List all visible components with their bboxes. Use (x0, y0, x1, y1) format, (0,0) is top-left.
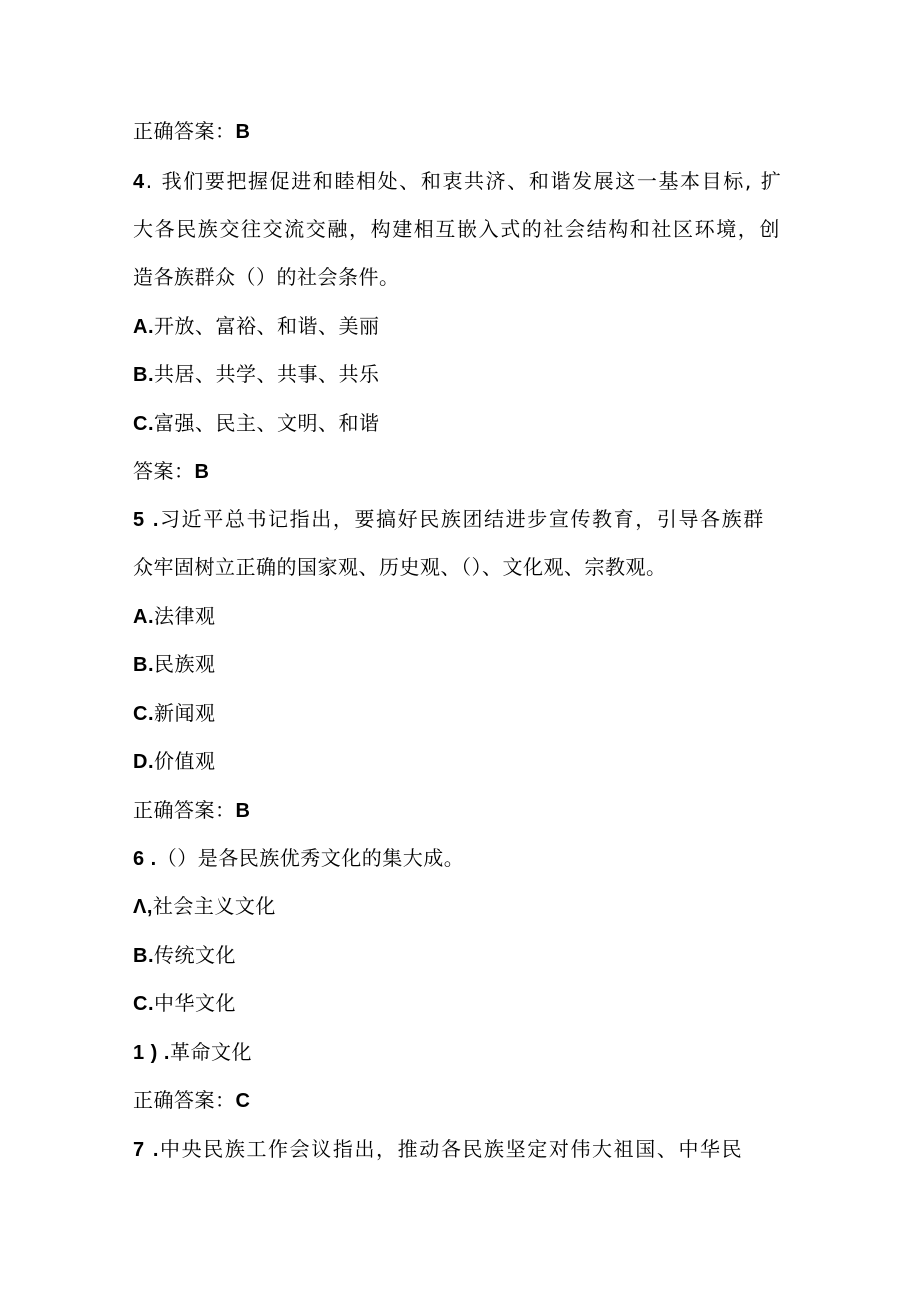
option-d (133, 1038, 793, 1067)
question-number: 5 . (133, 509, 161, 531)
question-number: 4 (133, 171, 146, 193)
answer-line-q4 (133, 457, 793, 486)
option-b (133, 941, 793, 970)
question-text: 大各民族交往交流交融，构建相互嵌入式的社会结构和社区环境，创 (133, 217, 781, 241)
answer-value: B (235, 800, 251, 822)
option-b (133, 360, 793, 389)
option-text: 开放、富裕、和谐、美丽 (154, 314, 380, 338)
question-text: 造各族群众（）的社会条件。 (133, 265, 400, 289)
question-text: （）是各民族优秀文化的集大成。 (156, 846, 465, 870)
question-4-line-1 (133, 167, 793, 196)
option-a (133, 312, 793, 341)
question-6-line-1 (133, 844, 793, 873)
option-label: B. (133, 364, 154, 386)
question-5-line-2 (133, 553, 793, 581)
answer-prefix: 答案： (133, 459, 195, 483)
answer-value: B (235, 121, 251, 143)
option-label: C. (133, 703, 154, 725)
answer-value: C (235, 1090, 251, 1112)
option-c (133, 409, 793, 438)
option-text: 革命文化 (169, 1040, 252, 1064)
option-d (133, 747, 793, 776)
answer-prefix: 正确答案： (133, 119, 236, 143)
option-c (133, 989, 793, 1018)
option-text: 民族观 (154, 652, 216, 676)
answer-line-q3 (133, 117, 793, 146)
option-text: 社会主义文化 (152, 894, 276, 918)
option-c (133, 699, 793, 728)
option-label: B. (133, 654, 154, 676)
option-text: 法律观 (154, 604, 216, 628)
answer-prefix: 正确答案： (133, 798, 236, 822)
option-a (133, 602, 793, 631)
question-number: 7 . (133, 1139, 161, 1161)
question-4-line-3 (133, 263, 793, 291)
option-label: C. (133, 413, 154, 435)
option-text: 传统文化 (154, 943, 236, 967)
option-a (133, 892, 793, 921)
option-label: C. (133, 993, 154, 1015)
answer-line-q6 (133, 1086, 793, 1115)
question-text: 众牢固树立正确的国家观、历史观、（）、文化观、宗教观。 (133, 555, 667, 579)
option-label: B. (133, 945, 154, 967)
option-b (133, 650, 793, 679)
answer-value: B (194, 461, 210, 483)
question-number: 6 . (133, 848, 157, 870)
option-text: 中华文化 (154, 991, 236, 1015)
option-text: 共居、共学、共事、共乐 (154, 362, 380, 386)
option-label: D. (133, 751, 154, 773)
option-label: A. (133, 606, 154, 628)
question-text: 中央民族工作会议指出，推动各民族坚定对伟大祖国、中华民 (160, 1137, 744, 1161)
option-text: 价值观 (154, 749, 216, 773)
option-label: 1 ) . (133, 1042, 170, 1064)
question-4-line-2 (133, 215, 793, 243)
question-7-line-1 (133, 1135, 793, 1164)
option-text: 富强、民主、文明、和谐 (154, 411, 380, 435)
answer-line-q5 (133, 796, 793, 825)
option-label: A. (133, 316, 154, 338)
question-5-line-1 (133, 505, 793, 534)
answer-prefix: 正确答案： (133, 1088, 236, 1112)
option-text: 新闻观 (154, 701, 216, 725)
question-text: . 我们要把握促进和睦相处、和衷共济、和谐发展这一基本目标, 扩 (145, 169, 783, 193)
question-text: 习近平总书记指出，要搞好民族团结进步宣传教育，引导各族群 (160, 507, 765, 531)
option-label: Λ, (133, 896, 153, 918)
